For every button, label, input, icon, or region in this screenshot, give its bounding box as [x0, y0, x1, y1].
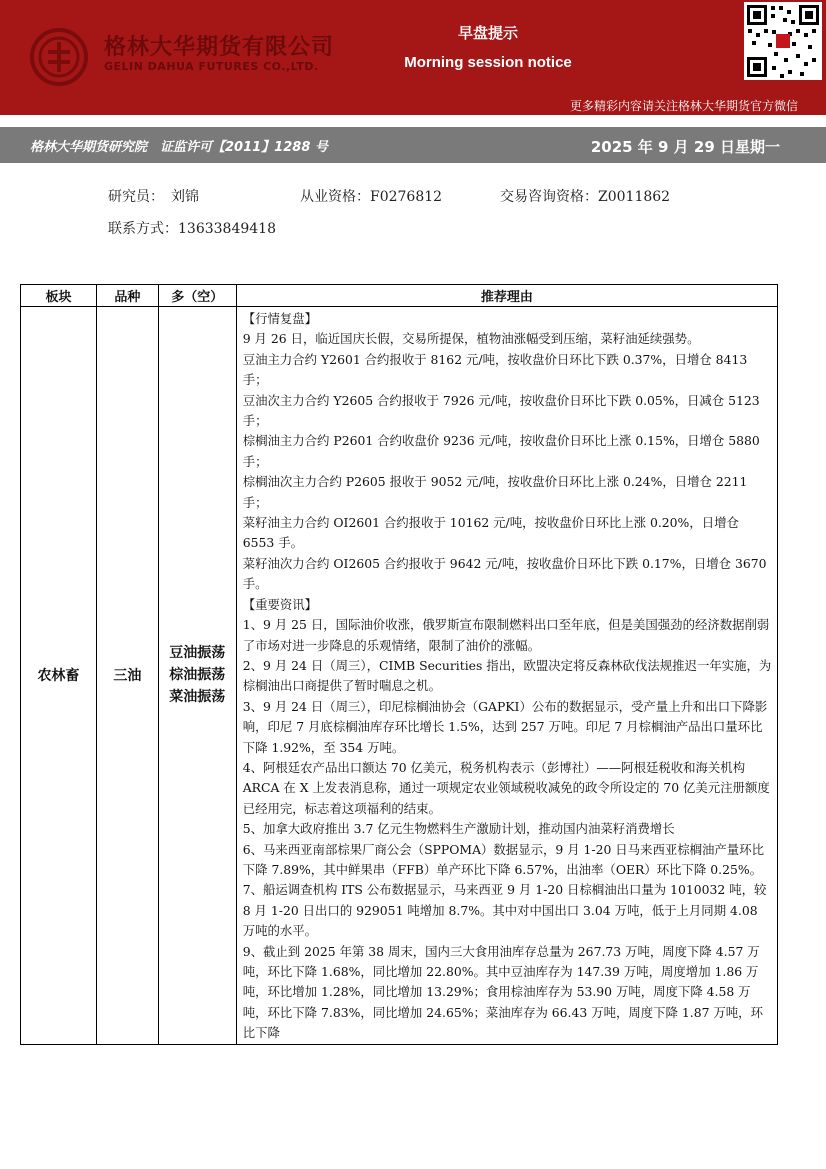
company-name-cn: 格林大华期货有限公司 [104, 35, 335, 60]
reason-paragraph: 4、阿根廷农产品出口额达 70 亿美元，税务机构表示（彭博社）——阿根廷税收和海关机构 ARCA 在 X 上发表消息称，通过一项规定农业领域税收减免的政令所设定的 70 亿美元注册额度已经用完，标志着这项福利的结束。 [242, 759, 770, 816]
institute-license: 格林大华期货研究院 证监许可【2011】1288 号 [30, 140, 328, 155]
reason-paragraph: 1、9 月 25 日，国际油价收涨，俄罗斯宣布限制燃料出口至年底，但是美国强劲的经济数据削弱了市场对进一步降息的乐观情绪，限制了油价的涨幅。 [242, 617, 770, 653]
table-row [21, 307, 778, 1045]
sector-cell: 农林畜 [21, 307, 97, 1045]
variety-cell: 三油 [96, 307, 158, 1045]
direction-cell [158, 307, 236, 1045]
reason-paragraph: 9 月 26 日，临近国庆长假，交易所提保，植物油涨幅受到压缩，菜籽油延续强势。 [242, 331, 700, 347]
reason-paragraph: 菜籽油次力合约 OI2605 合约报收于 9642 元/吨，按收盘价日环比下跌 0.17%，日增仓 3670 手。 [242, 555, 767, 592]
reason-section-important-news: 【重要资讯】 [242, 596, 318, 612]
reason-paragraph: 9、截止到 2025 年第 38 周末，国内三大食用油库存总量为 267.73 万吨，周度下降 4.57 万吨，环比下降 1.68%，同比增加 22.80%。其中豆油库存为 147.39 万吨，周度增加 1.86 万吨，环比增加 1.28%，同比增加 13.29%；食用棕油库存为 53.90 万吨，周度下降 4.58 万吨，环比下降 7.83%，同比增加 24.65%；菜油库存为 66.43 万吨，周度下降 1.87 万吨，环比下降 [242, 943, 763, 1041]
header-sector: 板块 [21, 285, 97, 307]
notice-title-en: Morning session notice [404, 54, 572, 71]
header-variety: 品种 [96, 285, 158, 307]
direction-soybean-oil: 豆油振荡 [169, 645, 226, 662]
direction-palm-oil: 棕油振荡 [169, 667, 226, 684]
reason-paragraph: 3、9 月 24 日（周三），印尼棕榈油协会（GAPKI）公布的数据显示，受产量上升和出口下降影响，印尼 7 月底棕榈油库存环比增长 1.5%，达到 257 万吨。印尼 7 月棕榈油产品出口量环比下降 1.92%，至 354 万吨。 [242, 698, 768, 755]
follow-wechat-text: 更多精彩内容请关注格林大华期货官方微信 [569, 99, 798, 113]
header-direction: 多（空） [158, 285, 236, 307]
table-header-row [21, 285, 778, 307]
reason-section-market-review: 【行情复盘】 [242, 311, 318, 326]
direction-rapeseed-oil: 菜油振荡 [169, 689, 226, 706]
recommendation-table [20, 284, 778, 1045]
reason-paragraph: 2、9 月 24 日（周三），CIMB Securities 指出，欧盟决定将反森林砍伐法规推迟一年实施，为棕榈油出口商提供了暂时喘息之机。 [242, 657, 772, 694]
notice-title-cn: 早盘提示 [457, 24, 518, 42]
researcher-name: 研究员： 刘锦 [108, 189, 199, 205]
company-name-en: GELIN DAHUA FUTURES CO.,LTD. [104, 60, 319, 73]
reason-paragraph: 豆油次主力合约 Y2605 合约报收于 7926 元/吨，按收盘价日环比下跌 0.05%，日减仓 5123 手； [242, 392, 760, 429]
contact-phone: 联系方式：13633849418 [108, 221, 276, 237]
company-logo-icon [30, 28, 88, 86]
reason-paragraph: 菜籽油主力合约 OI2601 合约报收于 10162 元/吨，按收盘价日环比上涨 0.20%，日增仓 6553 手。 [242, 515, 739, 551]
qualification-number: 从业资格：F0276812 [300, 189, 443, 205]
qr-code-icon[interactable] [744, 2, 822, 80]
reason-paragraph: 5、加拿大政府推出 3.7 亿元生物燃料生产激励计划，推动国内油菜籽消费增长 [242, 821, 675, 837]
reason-paragraph: 7、船运调查机构 ITS 公布数据显示，马来西亚 9 月 1-20 日棕榈油出口量为 1010032 吨，较 8 月 1-20 日出口的 929051 吨增加 8.7%。其中对中国出口 3.04 万吨，低于上月同期 4.08 万吨的水平。 [242, 882, 767, 939]
reason-cell [236, 307, 777, 1045]
reason-paragraph: 6、马来西亚南部棕果厂商公会（SPPOMA）数据显示，9 月 1-20 日马来西亚棕榈油产量环比下降 7.89%，其中鲜果串（FFB）单产环比下降 6.57%，出油率（OER）环比下降 0.25%。 [242, 841, 764, 877]
header-reason: 推荐理由 [236, 285, 777, 307]
reason-paragraph: 棕榈油主力合约 P2601 合约收盘价 9236 元/吨，按收盘价日环比上涨 0.15%，日增仓 5880 手； [242, 433, 760, 469]
reason-paragraph: 豆油主力合约 Y2601 合约报收于 8162 元/吨，按收盘价日环比下跌 0.37%，日增仓 8413 手； [242, 351, 748, 388]
reason-paragraph: 棕榈油次主力合约 P2605 报收于 9052 元/吨，按收盘价日环比上涨 0.24%，日增仓 2211 手； [242, 474, 748, 510]
report-date: 2025 年 9 月 29 日星期一 [590, 138, 780, 156]
advisory-qualification: 交易咨询资格：Z0011862 [500, 189, 671, 205]
